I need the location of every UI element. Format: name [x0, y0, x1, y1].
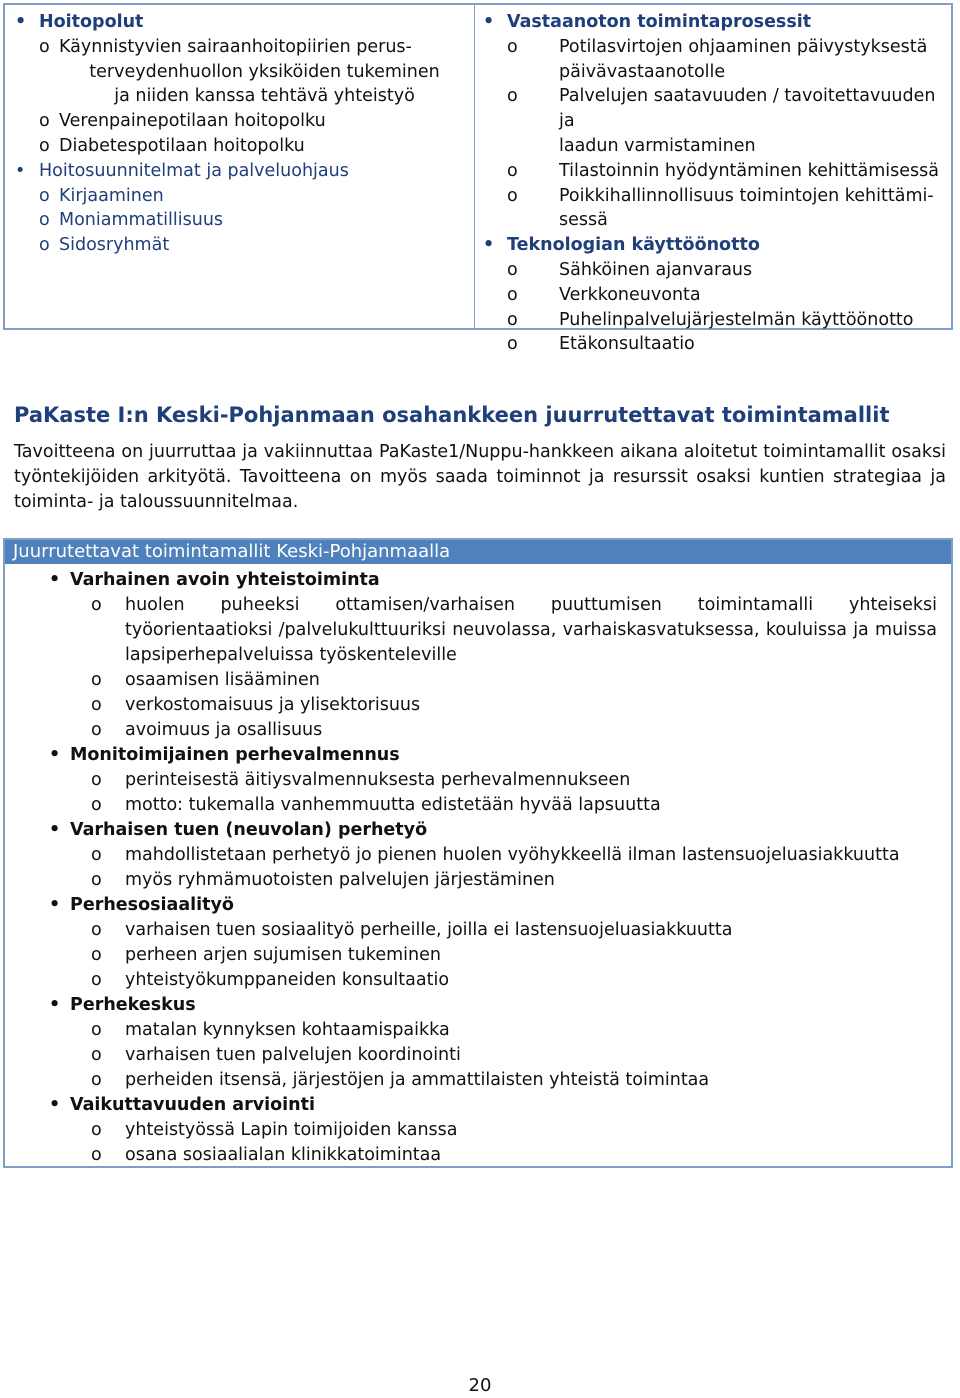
list-item [483, 10, 949, 35]
item-text: yhteistyökumppaneiden konsultaatio [125, 970, 450, 990]
list-item [5, 668, 945, 693]
list-item [5, 593, 945, 668]
item-text: huolen puheeksi ottamisen/varhaisen puuttumisen toimintamalli yhteiseksi työorientaatioksi /palvelukulttuuriksi neuvolassa, varhaiskasvatuksessa, kouluissa ja muissa lapsiperhepalveluissa työskenteleville [125, 595, 937, 665]
list-item [15, 159, 470, 184]
sub-bullet-icon: o [507, 86, 518, 107]
item-text: Sidosryhmät [59, 235, 170, 256]
bullet-icon: • [49, 820, 61, 840]
item-text: verkostomaisuus ja ylisektorisuus [125, 695, 421, 715]
top-summary-box [3, 3, 953, 355]
list-item [5, 793, 945, 818]
sub-bullet-icon: o [91, 795, 102, 815]
list-item [5, 568, 945, 593]
sub-bullet-icon: o [91, 870, 102, 890]
list-item [5, 1018, 945, 1043]
list-item [5, 843, 945, 868]
sub-bullet-icon: o [91, 945, 102, 965]
sub-bullet-icon: o [91, 720, 102, 740]
list-item [5, 943, 945, 968]
item-text: motto: tukemalla vanhemmuutta edistetään hyvää lapsuutta [125, 795, 661, 815]
bullet-icon: • [15, 160, 26, 181]
item-text: osaamisen lisääminen [125, 670, 320, 690]
item-line: Poikkihallinnollisuus toimintojen kehittämi- [559, 185, 934, 206]
group-title: Vaikuttavuuden arviointi [70, 1095, 315, 1115]
item-text: Sähköinen ajanvaraus [559, 259, 753, 280]
list-item [5, 968, 945, 993]
sub-bullet-icon: o [507, 185, 518, 206]
group-title: Perhekeskus [70, 995, 196, 1015]
item-line: Palvelujen saatavuuden / tavoitettavuuden ja [559, 86, 936, 132]
sub-bullet-icon: o [507, 36, 518, 57]
list-item [5, 868, 945, 893]
list-item [483, 159, 949, 184]
item-line: sessä [559, 210, 608, 231]
sub-bullet-icon: o [91, 1045, 102, 1065]
item-text: Kirjaaminen [59, 185, 164, 206]
item-line: Potilasvirtojen ohjaaminen päivystyksestä [559, 36, 928, 57]
list-item [5, 1143, 945, 1168]
list-item [15, 184, 470, 209]
sub-bullet-icon: o [91, 595, 102, 615]
list-item [15, 35, 470, 109]
list-item [5, 893, 945, 918]
item-text: Moniammatillisuus [59, 210, 224, 231]
sub-bullet-icon: o [91, 845, 102, 865]
item-text: Verenpainepotilaan hoitopolku [59, 111, 326, 132]
sub-bullet-icon: o [91, 770, 102, 790]
right-column [483, 10, 949, 357]
list-item [15, 10, 470, 35]
sub-bullet-icon: o [91, 1145, 102, 1165]
group-title: Perhesosiaalityö [70, 895, 234, 915]
sub-bullet-icon: o [39, 36, 50, 57]
bullet-icon: • [15, 12, 27, 32]
list-item [15, 208, 470, 233]
sub-bullet-icon: o [507, 259, 518, 280]
list-item [483, 283, 949, 308]
sub-bullet-icon: o [91, 695, 102, 715]
list-item [483, 308, 949, 333]
intro-paragraph: Tavoitteena on juurruttaa ja vakiinnuttaa PaKaste1/Nuppu-hankkeen aikana aloitetut toimintamallit osaksi työntekijöiden arkityötä. Tavoitteena on myös saada toiminnot ja resurssit osaksi kuntien strategiaa ja toiminta- ja taloussuunnitelmaa. [14, 442, 946, 512]
list-item [5, 1093, 945, 1118]
list-item [483, 184, 949, 234]
list-item [483, 332, 949, 357]
item-text: yhteistyössä Lapin toimijoiden kanssa [125, 1120, 458, 1140]
page-heading: PaKaste I:n Keski-Pohjanmaan osahankkeen juurrutettavat toimintamallit [14, 403, 890, 427]
bullet-icon: • [49, 895, 61, 915]
bullet-icon: • [49, 995, 61, 1015]
left-column [15, 10, 470, 258]
list-item [5, 993, 945, 1018]
list-item [15, 109, 470, 134]
list-item [483, 258, 949, 283]
list-item [483, 233, 949, 258]
list-item [5, 1043, 945, 1068]
list-item [5, 818, 945, 843]
sub-bullet-icon: o [91, 970, 102, 990]
list-item [483, 84, 949, 158]
list-item [5, 1068, 945, 1093]
list-item [5, 1118, 945, 1143]
sub-bullet-icon: o [91, 1020, 102, 1040]
list-item [5, 718, 945, 743]
sub-bullet-icon: o [39, 135, 50, 156]
group-title: Varhainen avoin yhteistoiminta [70, 570, 380, 590]
item-text: Verkkoneuvonta [559, 284, 701, 305]
sub-bullet-icon: o [39, 111, 50, 132]
bullet-icon: • [483, 12, 495, 32]
sub-bullet-icon: o [39, 210, 50, 231]
section-title-bar: Juurrutettavat toimintamallit Keski-Pohjanmaalla [5, 540, 951, 564]
item-line: terveydenhuollon yksiköiden tukeminen [89, 61, 440, 82]
item-text: Tilastoinnin hyödyntäminen kehittämisessä [559, 160, 939, 181]
sub-bullet-icon: o [39, 185, 50, 206]
sub-bullet-icon: o [91, 1070, 102, 1090]
models-list [5, 568, 945, 1168]
sub-bullet-icon: o [507, 334, 518, 355]
item-text: Puhelinpalvelujärjestelmän käyttöönotto [559, 309, 914, 330]
sub-bullet-icon: o [91, 1120, 102, 1140]
sub-bullet-icon: o [91, 920, 102, 940]
page-number: 20 [468, 1375, 492, 1396]
sub-bullet-icon: o [91, 670, 102, 690]
sub-bullet-icon: o [39, 235, 50, 256]
group-title: Hoitosuunnitelmat ja palveluohjaus [39, 160, 349, 181]
item-line: Käynnistyvien sairaanhoitopiirien perus- [59, 36, 412, 57]
group-title: Hoitopolut [39, 12, 144, 32]
list-item [5, 918, 945, 943]
list-item [15, 134, 470, 159]
models-section-box [3, 538, 953, 1168]
item-line: laadun varmistaminen [559, 135, 756, 156]
item-line: päivävastaanotolle [559, 61, 726, 82]
list-item [5, 743, 945, 768]
item-text: varhaisen tuen sosiaalityö perheille, joilla ei lastensuojeluasiakkuutta [125, 920, 733, 940]
group-title: Vastaanoton toimintaprosessit [507, 12, 812, 32]
bullet-icon: • [49, 570, 61, 590]
item-text: perheiden itsensä, järjestöjen ja ammattilaisten yhteistä toimintaa [125, 1070, 710, 1090]
bullet-icon: • [49, 745, 61, 765]
item-text: myös ryhmämuotoisten palvelujen järjestäminen [125, 870, 555, 890]
group-title: Monitoimijainen perhevalmennus [70, 745, 400, 765]
group-title: Teknologian käyttöönotto [507, 235, 760, 256]
item-line: ja niiden kanssa tehtävä yhteistyö [114, 86, 415, 107]
list-item [5, 768, 945, 793]
item-text: Diabetespotilaan hoitopolku [59, 135, 305, 156]
item-text: avoimuus ja osallisuus [125, 720, 323, 740]
list-item [483, 35, 949, 85]
sub-bullet-icon: o [507, 309, 518, 330]
item-text: osana sosiaalialan klinikkatoimintaa [125, 1145, 442, 1165]
item-text: perheen arjen sujumisen tukeminen [125, 945, 441, 965]
bullet-icon: • [49, 1095, 61, 1115]
column-divider [474, 5, 475, 328]
list-item [15, 233, 470, 258]
item-text: matalan kynnyksen kohtaamispaikka [125, 1020, 450, 1040]
item-text: perinteisestä äitiysvalmennuksesta perhevalmennukseen [125, 770, 631, 790]
sub-bullet-icon: o [507, 284, 518, 305]
item-text: varhaisen tuen palvelujen koordinointi [125, 1045, 461, 1065]
item-text: mahdollistetaan perhetyö jo pienen huolen vyöhykkeellä ilman lastensuojeluasiakkuutta [125, 845, 900, 865]
group-title: Varhaisen tuen (neuvolan) perhetyö [70, 820, 428, 840]
sub-bullet-icon: o [507, 160, 518, 181]
item-text: Etäkonsultaatio [559, 334, 695, 355]
list-item [5, 693, 945, 718]
bullet-icon: • [483, 235, 495, 256]
